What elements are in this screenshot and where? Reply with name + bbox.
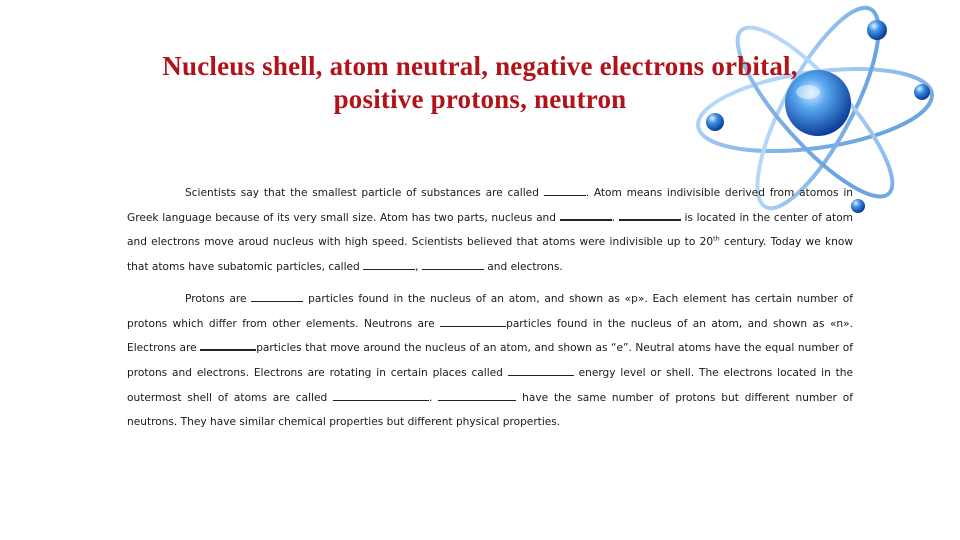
electron-right xyxy=(914,84,930,100)
p1-text-1: Scientists say that the smallest particle of substances are called xyxy=(185,187,539,199)
p1-text-4: is located in the center of atom and electrons move aroud nucleus with high speed. Scientists believed that atoms were indivisible up to 20 xyxy=(127,211,854,249)
blank-9[interactable] xyxy=(508,364,574,376)
blank-5[interactable] xyxy=(422,259,484,271)
blank-1[interactable] xyxy=(544,184,586,196)
electron-top xyxy=(867,20,887,40)
p2-text-4: particles that move around the nucleus of an atom, and shown as “e”. Neutral atoms have the equal number of protons and electrons. Electrons are rotating in certain places called xyxy=(127,342,853,379)
paragraph-particles xyxy=(127,287,853,435)
p1-text-3: . xyxy=(611,211,616,224)
electron-bottom xyxy=(851,199,865,213)
blank-8[interactable] xyxy=(200,339,256,352)
title-line-2: positive protons, neutron xyxy=(333,84,627,114)
p1-text-7: and electrons. xyxy=(487,261,563,274)
p1-text-5: century. Today we know that atoms have subatomic particles, called xyxy=(127,236,853,274)
blank-4[interactable] xyxy=(363,259,415,271)
blank-3[interactable] xyxy=(619,208,681,221)
page-title xyxy=(100,50,860,116)
p2-text-3: particles found in the nucleus of an atom, and shown as «n». Electrons are xyxy=(127,317,853,355)
blank-6[interactable] xyxy=(251,290,303,302)
p2-text-7: have the same number of protons but different number of neutrons. They have similar chemical properties but different physical properties. xyxy=(127,391,853,429)
title-line-1: Nucleus shell, atom neutral, negative electrons orbital, xyxy=(162,51,798,81)
p2-text-6: . xyxy=(429,391,433,404)
p1-text-2: . Atom means indivisible derived from atomos in Greek language because of its very small size. Atom has two parts, nucleus and xyxy=(127,187,853,224)
ordinal-suffix: th xyxy=(713,234,720,243)
blank-10[interactable] xyxy=(333,389,429,401)
p2-text-5: energy level or shell. The electrons located in the outermost shell of atoms are called xyxy=(127,366,854,404)
p2-text-2: particles found in the nucleus of an atom, and shown as «p». Each element has certain number of protons which differ from other elements. Neutrons are xyxy=(127,292,853,330)
blank-2[interactable] xyxy=(560,208,612,221)
worksheet-body xyxy=(127,181,853,435)
p2-text-1: Protons are xyxy=(185,292,247,305)
paragraph-atoms xyxy=(127,181,853,280)
blank-7[interactable] xyxy=(440,315,506,327)
blank-11[interactable] xyxy=(438,389,516,401)
p1-text-6: , xyxy=(415,261,419,274)
